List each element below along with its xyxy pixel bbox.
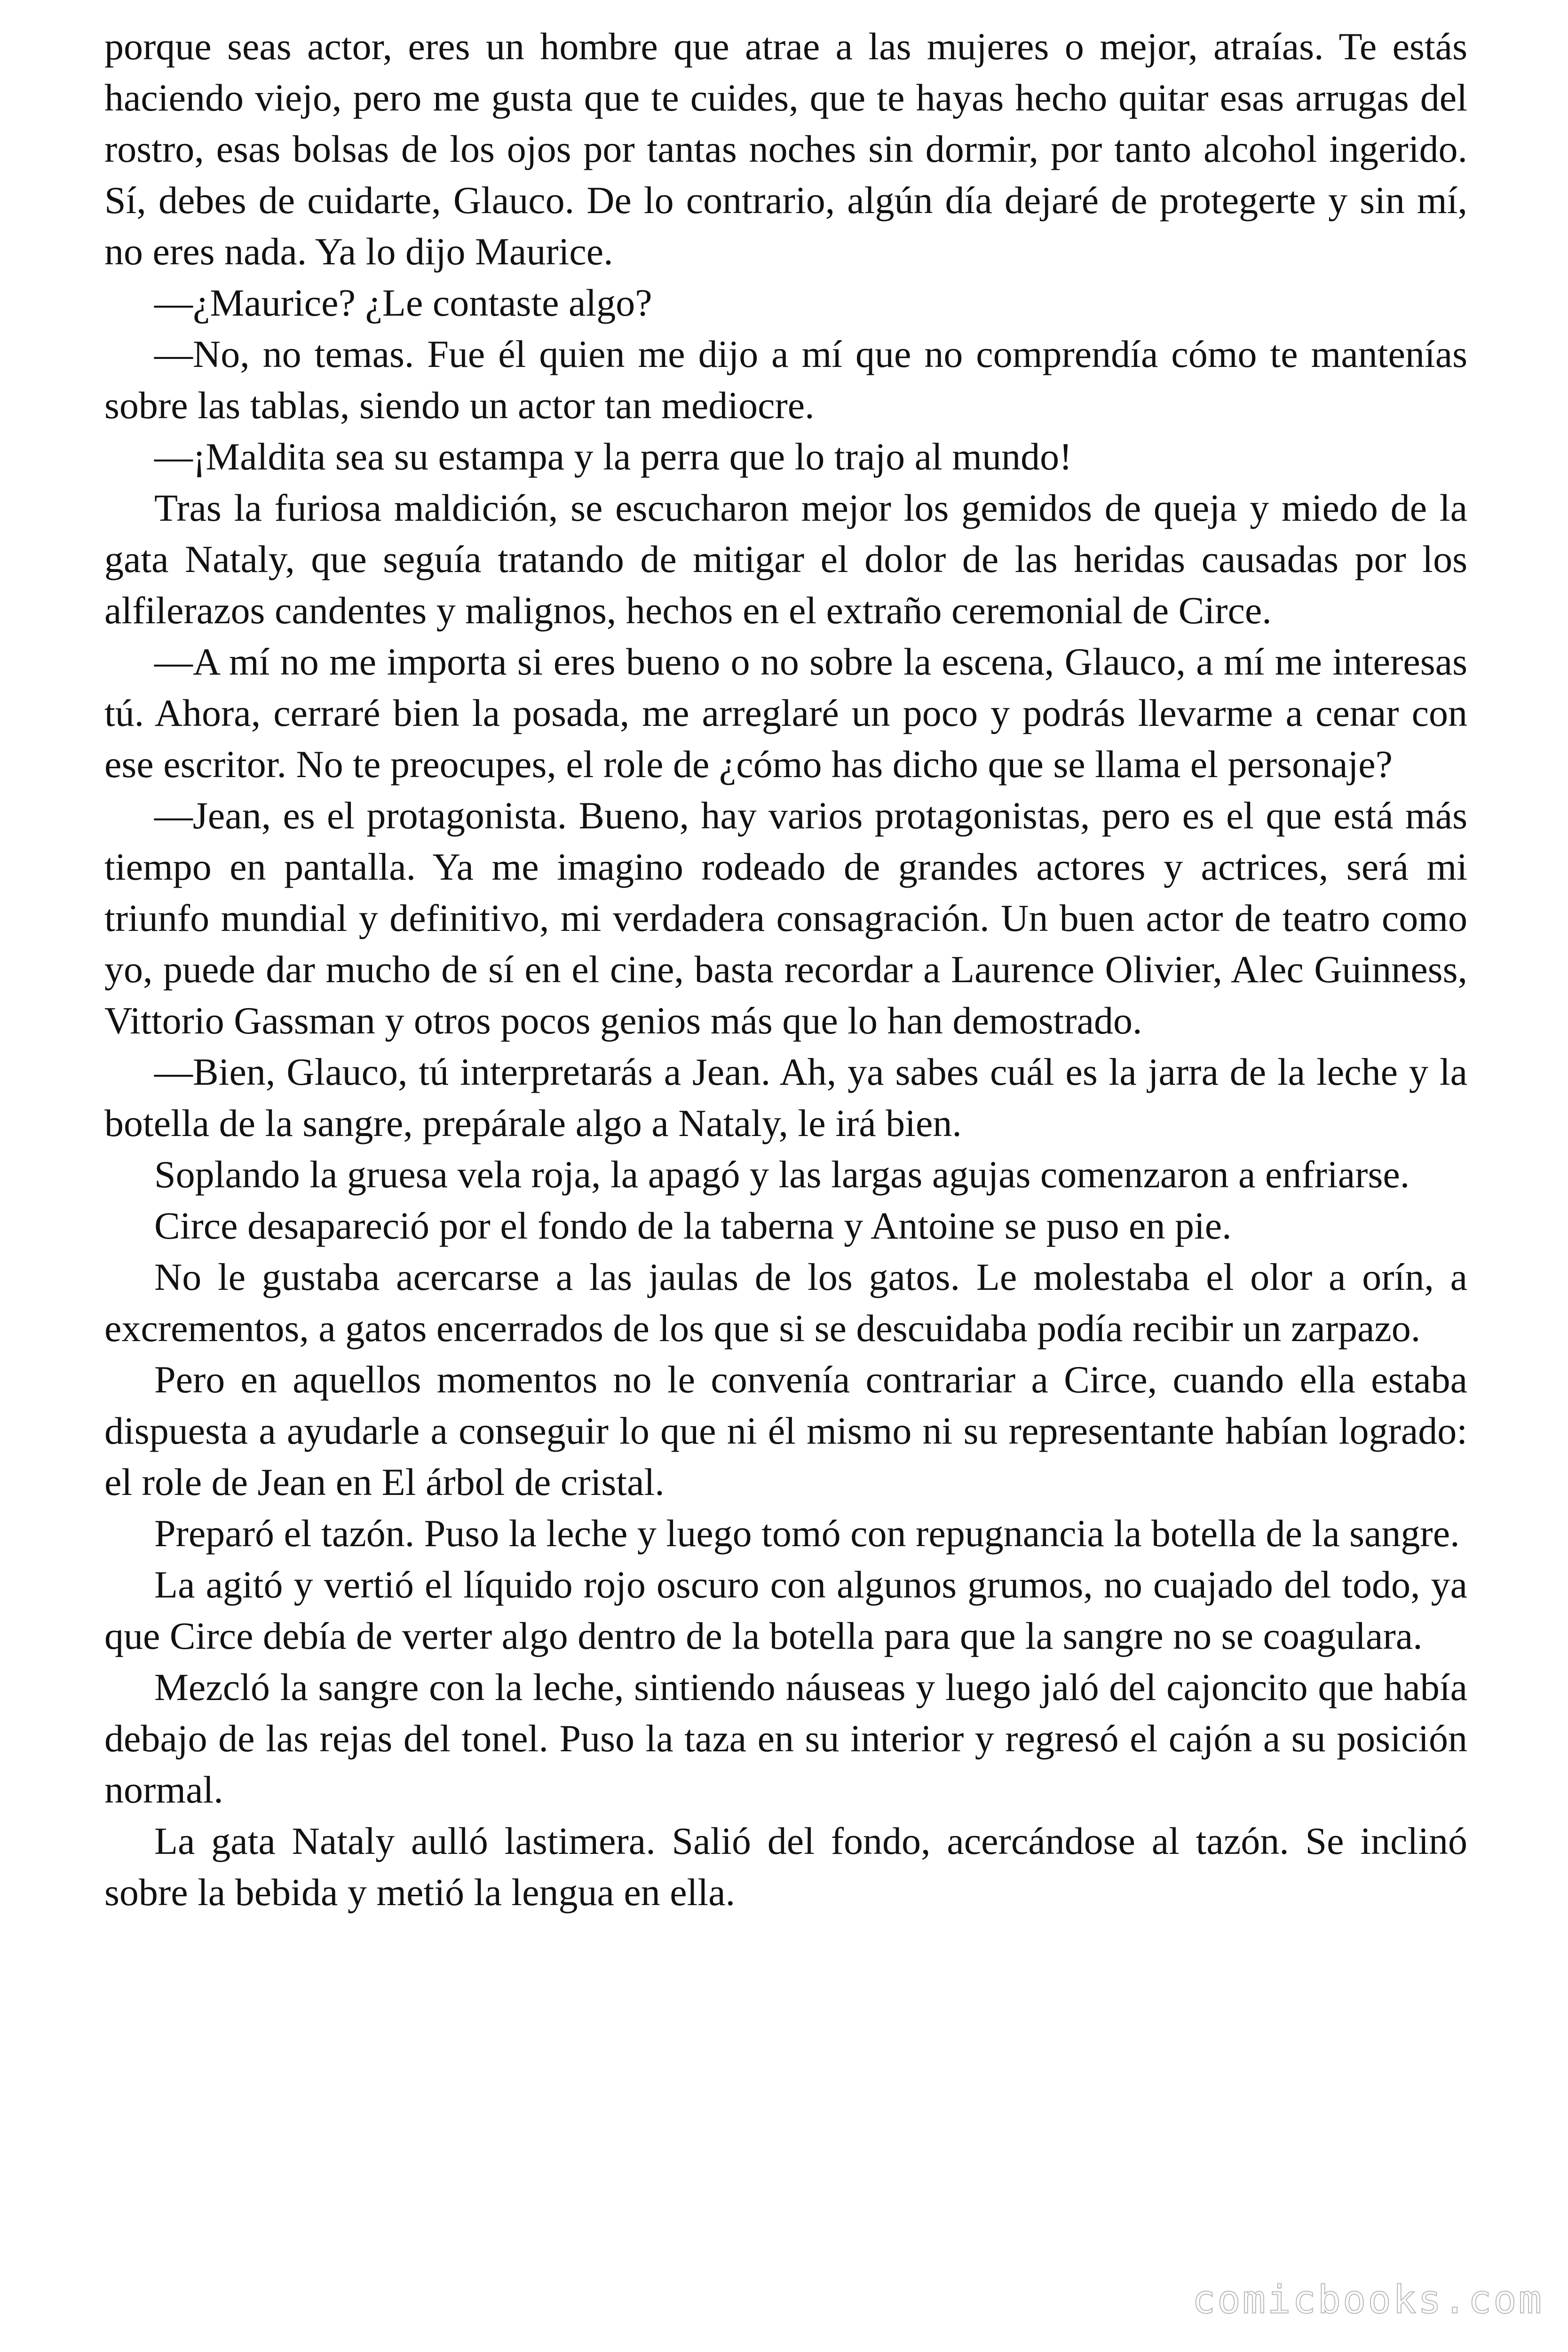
paragraph: Tras la furiosa maldición, se escucharon mejor los gemidos de queja y miedo de la gata Nataly, que seguía tratando de mitigar el dolor de las heridas causadas por los alfilerazos candentes y malignos, hechos en el extraño ceremonial de Circe. bbox=[104, 486, 1467, 632]
watermark: comicbooks.com bbox=[1192, 2278, 1544, 2322]
paragraph: —Jean, es el protagonista. Bueno, hay varios protagonistas, pero es el que está más tiempo en pantalla. Ya me imagino rodeado de grandes actores y actrices, será mi triunfo mundial y definitivo, mi verdadera consagración. Un buen actor de teatro como yo, puede dar mucho de sí en el cine, basta recordar a Laurence Olivier, Alec Guinness, Vittorio Gassman y otros pocos genios más que lo han demostrado. bbox=[104, 794, 1467, 1042]
paragraph: Pero en aquellos momentos no le convenía contrariar a Circe, cuando ella estaba dispuesta a ayudarle a conseguir lo que ni él mismo ni su representante habían logrado: el role de Jean en El árbol de cristal. bbox=[104, 1358, 1467, 1503]
paragraph: La agitó y vertió el líquido rojo oscuro con algunos grumos, no cuajado del todo, ya que Circe debía de verter algo dentro de la botella para que la sangre no se coagulara. bbox=[104, 1563, 1467, 1657]
paragraph: —¡Maldita sea su estampa y la perra que lo trajo al mundo! bbox=[154, 435, 1072, 478]
paragraph: Circe desapareció por el fondo de la taberna y Antoine se puso en pie. bbox=[154, 1204, 1232, 1247]
body-text bbox=[104, 21, 1467, 1918]
paragraph: Preparó el tazón. Puso la leche y luego tomó con repugnancia la botella de la sangre. bbox=[154, 1512, 1460, 1555]
paragraph-continued: porque seas actor, eres un hombre que atrae a las mujeres o mejor, atraías. Te estás haciendo viejo, pero me gusta que te cuides, que te hayas hecho quitar esas arrugas del rostro, esas bolsas de los ojos por tantas noches sin dormir, por tanto alcohol ingerido. Sí, debes de cuidarte, Glauco. De lo contrario, algún día dejaré de protegerte y sin mí, no eres nada. Ya lo dijo Maurice. bbox=[104, 25, 1467, 273]
paragraph: No le gustaba acercarse a las jaulas de los gatos. Le molestaba el olor a orín, a excrementos, a gatos encerrados de los que si se descuidaba podía recibir un zarpazo. bbox=[104, 1255, 1467, 1350]
paragraph: —Bien, Glauco, tú interpretarás a Jean. Ah, ya sabes cuál es la jarra de la leche y la botella de la sangre, prepárale algo a Nataly, le irá bien. bbox=[104, 1050, 1467, 1144]
paragraph: —¿Maurice? ¿Le contaste algo? bbox=[154, 281, 652, 324]
paragraph: —A mí no me importa si eres bueno o no sobre la escena, Glauco, a mí me interesas tú. Ahora, cerraré bien la posada, me arreglaré un poco y podrás llevarme a cenar con ese escritor. No te preocupes, el role de ¿cómo has dicho que se llama el personaje? bbox=[104, 640, 1467, 786]
paragraph: Mezcló la sangre con la leche, sintiendo náuseas y luego jaló del cajoncito que había debajo de las rejas del tonel. Puso la taza en su interior y regresó el cajón a su posición normal. bbox=[104, 1666, 1467, 1811]
paragraph: La gata Nataly aulló lastimera. Salió del fondo, acercándose al tazón. Se inclinó sobre la bebida y metió la lengua en ella. bbox=[104, 1820, 1467, 1914]
paragraph: Soplando la gruesa vela roja, la apagó y las largas agujas comenzaron a enfriarse. bbox=[154, 1153, 1410, 1196]
paragraph: —No, no temas. Fue él quien me dijo a mí que no comprendía cómo te mantenías sobre las tablas, siendo un actor tan mediocre. bbox=[104, 333, 1467, 427]
